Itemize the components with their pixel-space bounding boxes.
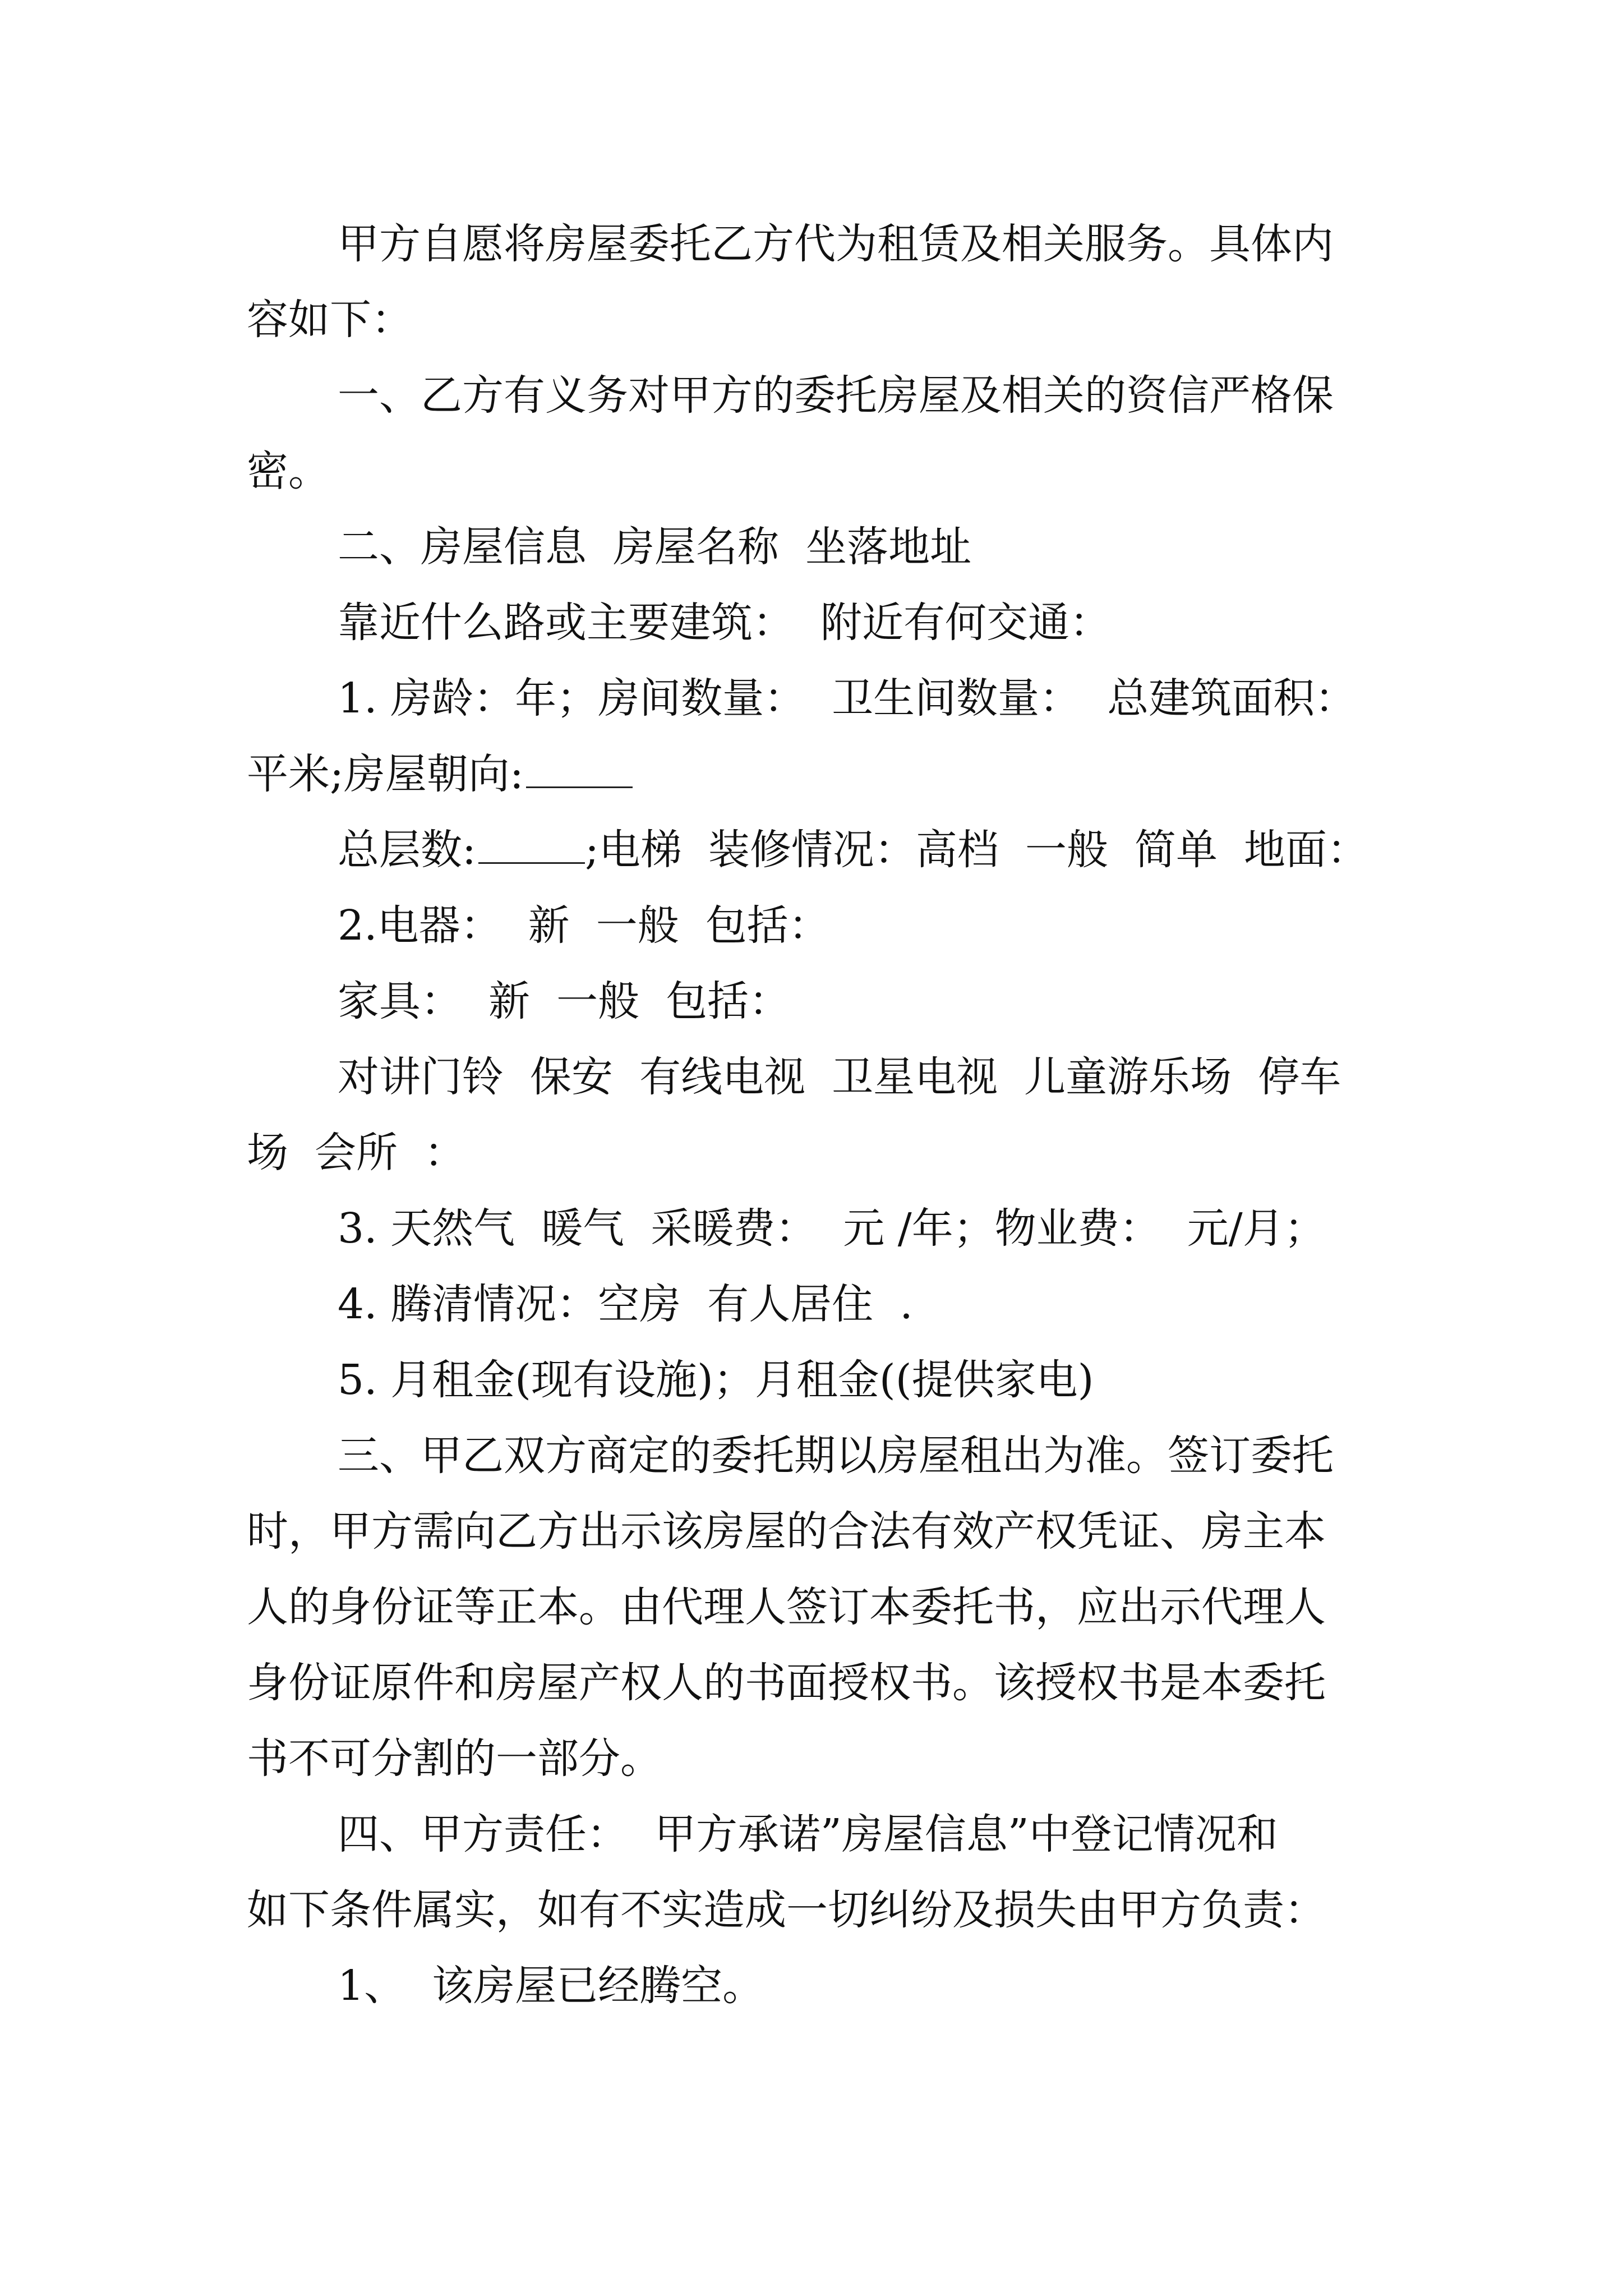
clause-3-line-1: 三、甲乙双方商定的委托期以房屋租出为准。签订委托 — [338, 1432, 1334, 1480]
clause-4-line-2: 如下条件属实，如有不实造成一切纠纷及损失由甲方负责： — [247, 1886, 1326, 1934]
clause-2-location: 靠近什么路或主要建筑： 附近有何交通： — [338, 599, 1112, 647]
orientation-label: 平米;房屋朝向: — [247, 750, 524, 798]
clause-2-heading: 二、房屋信息 房屋名称 坐落地址 — [338, 523, 972, 571]
clause-1-line-2: 密。 — [247, 447, 330, 495]
decoration-text: ;电梯 装修情况：高档 一般 简单 地面： — [584, 826, 1369, 874]
clause-3-line-2: 时，甲方需向乙方出示该房屋的合法有效产权凭证、房主本 — [247, 1507, 1326, 1556]
clause-3-line-4: 身份证原件和房屋产权人的书面授权书。该授权书是本委托 — [247, 1659, 1326, 1707]
clause-4-line-1: 四、甲方责任： 甲方承诺”房屋信息”中登记情况和 — [338, 1810, 1278, 1858]
clause-3-line-3: 人的身份证等正本。由代理人签订本委托书，应出示代理人 — [247, 1583, 1326, 1631]
floors-label: 总层数: — [338, 826, 476, 874]
vacancy-line: 4. 腾清情况：空房 有人居住 . — [338, 1280, 913, 1328]
house-info-line-1: 1. 房龄：年；房间数量： 卫生间数量： 总建筑面积： — [338, 674, 1357, 723]
furniture-line: 家具： 新 一般 包括： — [338, 977, 791, 1025]
orientation-blank — [526, 747, 633, 788]
clause-3-line-5: 书不可分割的一部分。 — [247, 1734, 662, 1783]
appliances-line: 2.电器： 新 一般 包括： — [338, 901, 830, 950]
paragraph-intro-line-2: 容如下： — [247, 296, 413, 344]
house-info-line-2 — [247, 746, 633, 802]
clause-4-item-1: 1、 该房屋已经腾空。 — [338, 1962, 764, 2010]
fees-line: 3. 天然气 暖气 采暖费： 元 /年；物业费： 元/月； — [338, 1204, 1326, 1253]
clause-1-line-1: 一、乙方有义务对甲方的委托房屋及相关的资信严格保 — [338, 371, 1334, 420]
facilities-line-1: 对讲门铃 保安 有线电视 卫星电视 儿童游乐场 停车 — [338, 1053, 1341, 1101]
facilities-line-2: 场 会所 ： — [247, 1129, 466, 1177]
rent-line: 5. 月租金(现有设施)；月租金((提供家电) — [338, 1356, 1094, 1404]
floors-line — [338, 822, 1368, 878]
floors-blank — [478, 823, 585, 864]
paragraph-intro-line-1: 甲方自愿将房屋委托乙方代为租赁及相关服务。具体内 — [338, 220, 1334, 268]
